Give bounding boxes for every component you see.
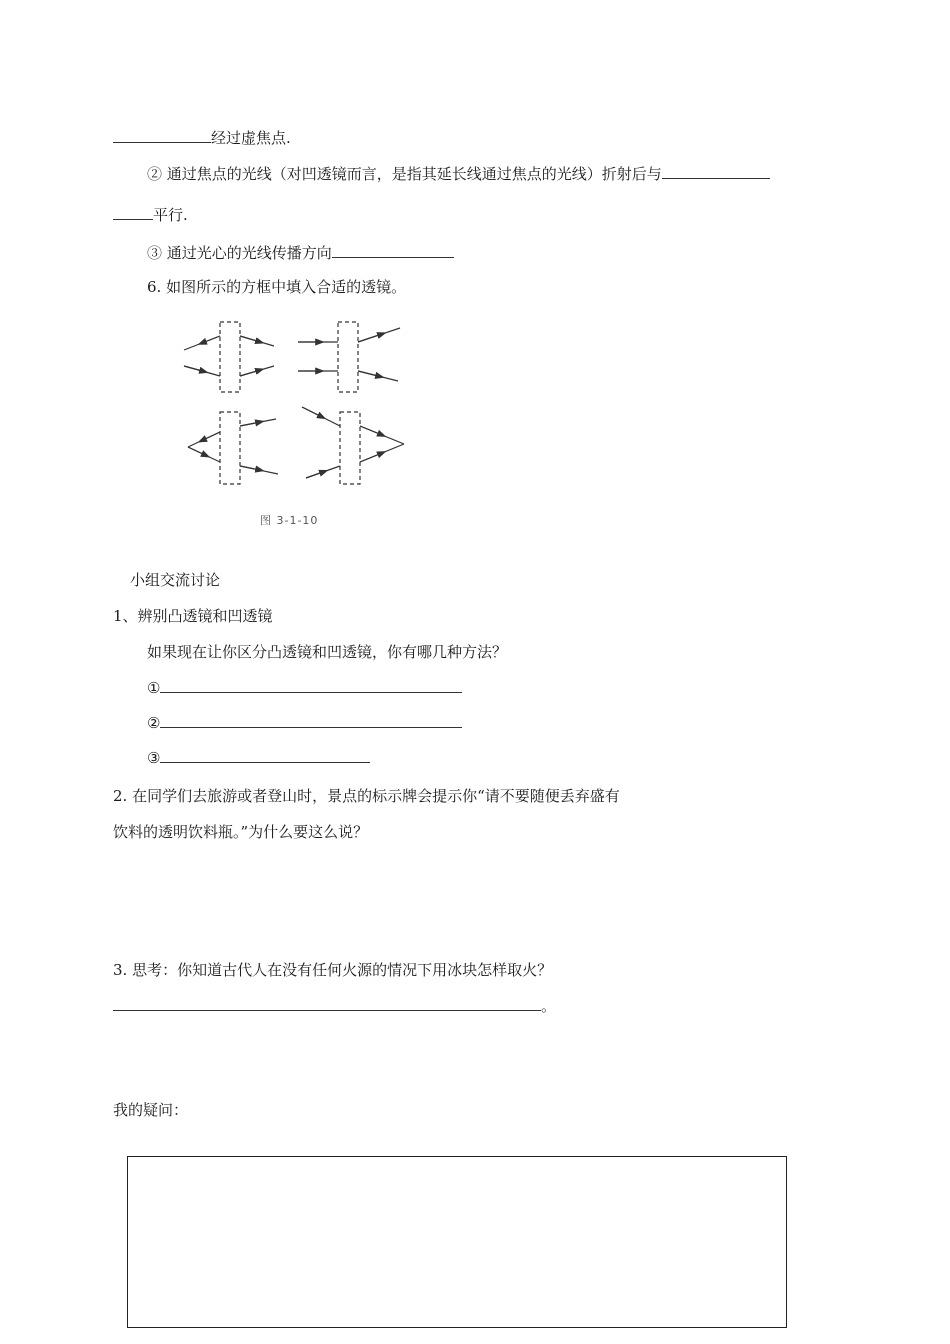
question-3-answer: 。 bbox=[113, 996, 556, 1016]
answer-blank[interactable] bbox=[113, 205, 153, 220]
answer-blank[interactable] bbox=[662, 164, 770, 179]
lens-box-2[interactable] bbox=[338, 322, 358, 392]
question-2-line-2: 饮料的透明饮料瓶。”为什么要这么说？ bbox=[113, 823, 369, 841]
rule2-continuation: 平行. bbox=[113, 205, 188, 225]
rule2-line: ② 通过焦点的光线（对凹透镜而言，是指其延长线通过焦点的光线）折射后与 bbox=[147, 164, 770, 184]
answer-line-3: ③ bbox=[147, 748, 370, 768]
figure-caption: 图 3-1-10 bbox=[260, 514, 319, 527]
rule3-line: ③ 通过光心的光线传播方向 bbox=[147, 243, 454, 263]
question-3: 3. 思考：你知道古代人在没有任何火源的情况下用冰块怎样取火？ bbox=[113, 961, 553, 979]
discussion-heading: 小组交流讨论 bbox=[130, 571, 221, 589]
answer-blank[interactable] bbox=[332, 243, 454, 258]
answer-blank[interactable] bbox=[160, 748, 370, 763]
answer-blank[interactable] bbox=[113, 996, 541, 1011]
answer-blank[interactable] bbox=[113, 128, 211, 143]
answer-line-1: ① bbox=[147, 678, 462, 698]
lens-box-1[interactable] bbox=[220, 322, 240, 392]
question-6: 6. 如图所示的方框中填入合适的透镜。 bbox=[147, 278, 407, 296]
lens-box-3[interactable] bbox=[220, 412, 240, 484]
answer-blank[interactable] bbox=[160, 678, 462, 693]
doubts-box[interactable] bbox=[127, 1156, 787, 1328]
lens-figure bbox=[178, 314, 438, 534]
question-2-line-1: 2. 在同学们去旅游或者登山时，景点的标示牌会提示你“请不要随便丢弃盛有 bbox=[113, 787, 620, 805]
question-1-prompt: 如果现在让你区分凸透镜和凹透镜，你有哪几种方法？ bbox=[147, 643, 508, 661]
lens-box-4[interactable] bbox=[340, 412, 360, 484]
answer-blank[interactable] bbox=[160, 713, 462, 728]
doubts-label: 我的疑问： bbox=[113, 1101, 189, 1119]
rule1-continuation: 经过虚焦点. bbox=[113, 128, 291, 148]
question-1-title: 1、辨别凸透镜和凹透镜 bbox=[113, 607, 273, 625]
answer-line-2: ② bbox=[147, 713, 462, 733]
